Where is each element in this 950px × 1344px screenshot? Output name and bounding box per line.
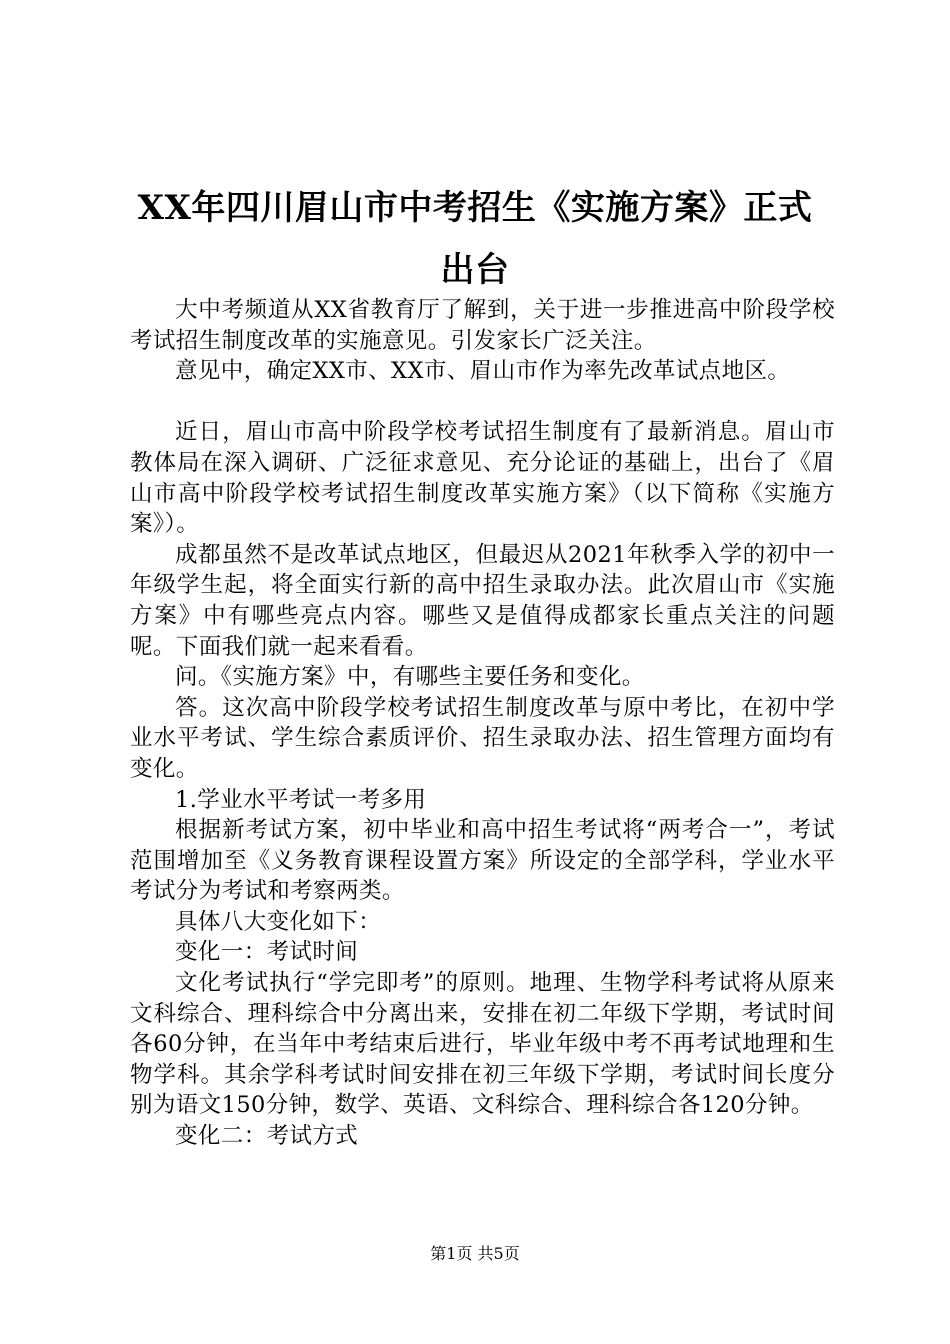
document-body bbox=[130, 295, 835, 1152]
document-title-line-2: 出台 bbox=[440, 250, 510, 290]
section-heading: 1.学业水平考试一考多用 bbox=[175, 786, 427, 813]
paragraph: 成都虽然不是改革试点地区，但最迟从2021年秋季入学的初中一年级学生起，将全面实行新的高中招生录取办法。此次眉山市《实施方案》中有哪些亮点内容。哪些又是值得成都家长重点关注的问题呢。下面我们就一起来看看。 bbox=[130, 541, 835, 660]
subsection-heading: 变化二：考试方式 bbox=[175, 1123, 359, 1150]
paragraph: 具体八大变化如下： bbox=[175, 908, 382, 935]
paragraph: 近日，眉山市高中阶段学校考试招生制度有了最新消息。眉山市教体局在深入调研、广泛征求意见、充分论证的基础上，出台了《眉山市高中阶段学校考试招生制度改革实施方案》（以下简称《实施方案》）。 bbox=[130, 419, 835, 538]
blank-line bbox=[130, 387, 835, 418]
subsection-heading: 变化一：考试时间 bbox=[175, 939, 359, 966]
paragraph: 文化考试执行“学完即考”的原则。地理、生物学科考试将从原来文科综合、理科综合中分离出来，安排在初二年级下学期，考试时间各60分钟，在当年中考结束后进行，毕业年级中考不再考试地理和生物学科。其余学科考试时间安排在初三年级下学期，考试时间长度分别为语文150分钟，数学、英语、文科综合、理科综合各120分钟。 bbox=[130, 970, 835, 1119]
page-number-footer: 第1页 共5页 bbox=[430, 1244, 520, 1263]
paragraph: 大中考频道从XX省教育厅了解到，关于进一步推进高中阶段学校考试招生制度改革的实施意见。引发家长广泛关注。 bbox=[130, 297, 835, 354]
paragraph: 意见中，确定XX市、XX市、眉山市作为率先改革试点地区。 bbox=[175, 358, 791, 385]
paragraph: 根据新考试方案，初中毕业和高中招生考试将“两考合一”，考试范围增加至《义务教育课程设置方案》所设定的全部学科，学业水平考试分为考试和考察两类。 bbox=[130, 817, 835, 905]
paragraph: 问。《实施方案》中，有哪些主要任务和变化。 bbox=[175, 664, 645, 691]
paragraph: 答。这次高中阶段学校考试招生制度改革与原中考比，在初中学业水平考试、学生综合素质评价、招生录取办法、招生管理方面均有变化。 bbox=[130, 694, 835, 782]
document-title-line-1: XX年四川眉山市中考招生《实施方案》正式 bbox=[137, 188, 813, 228]
